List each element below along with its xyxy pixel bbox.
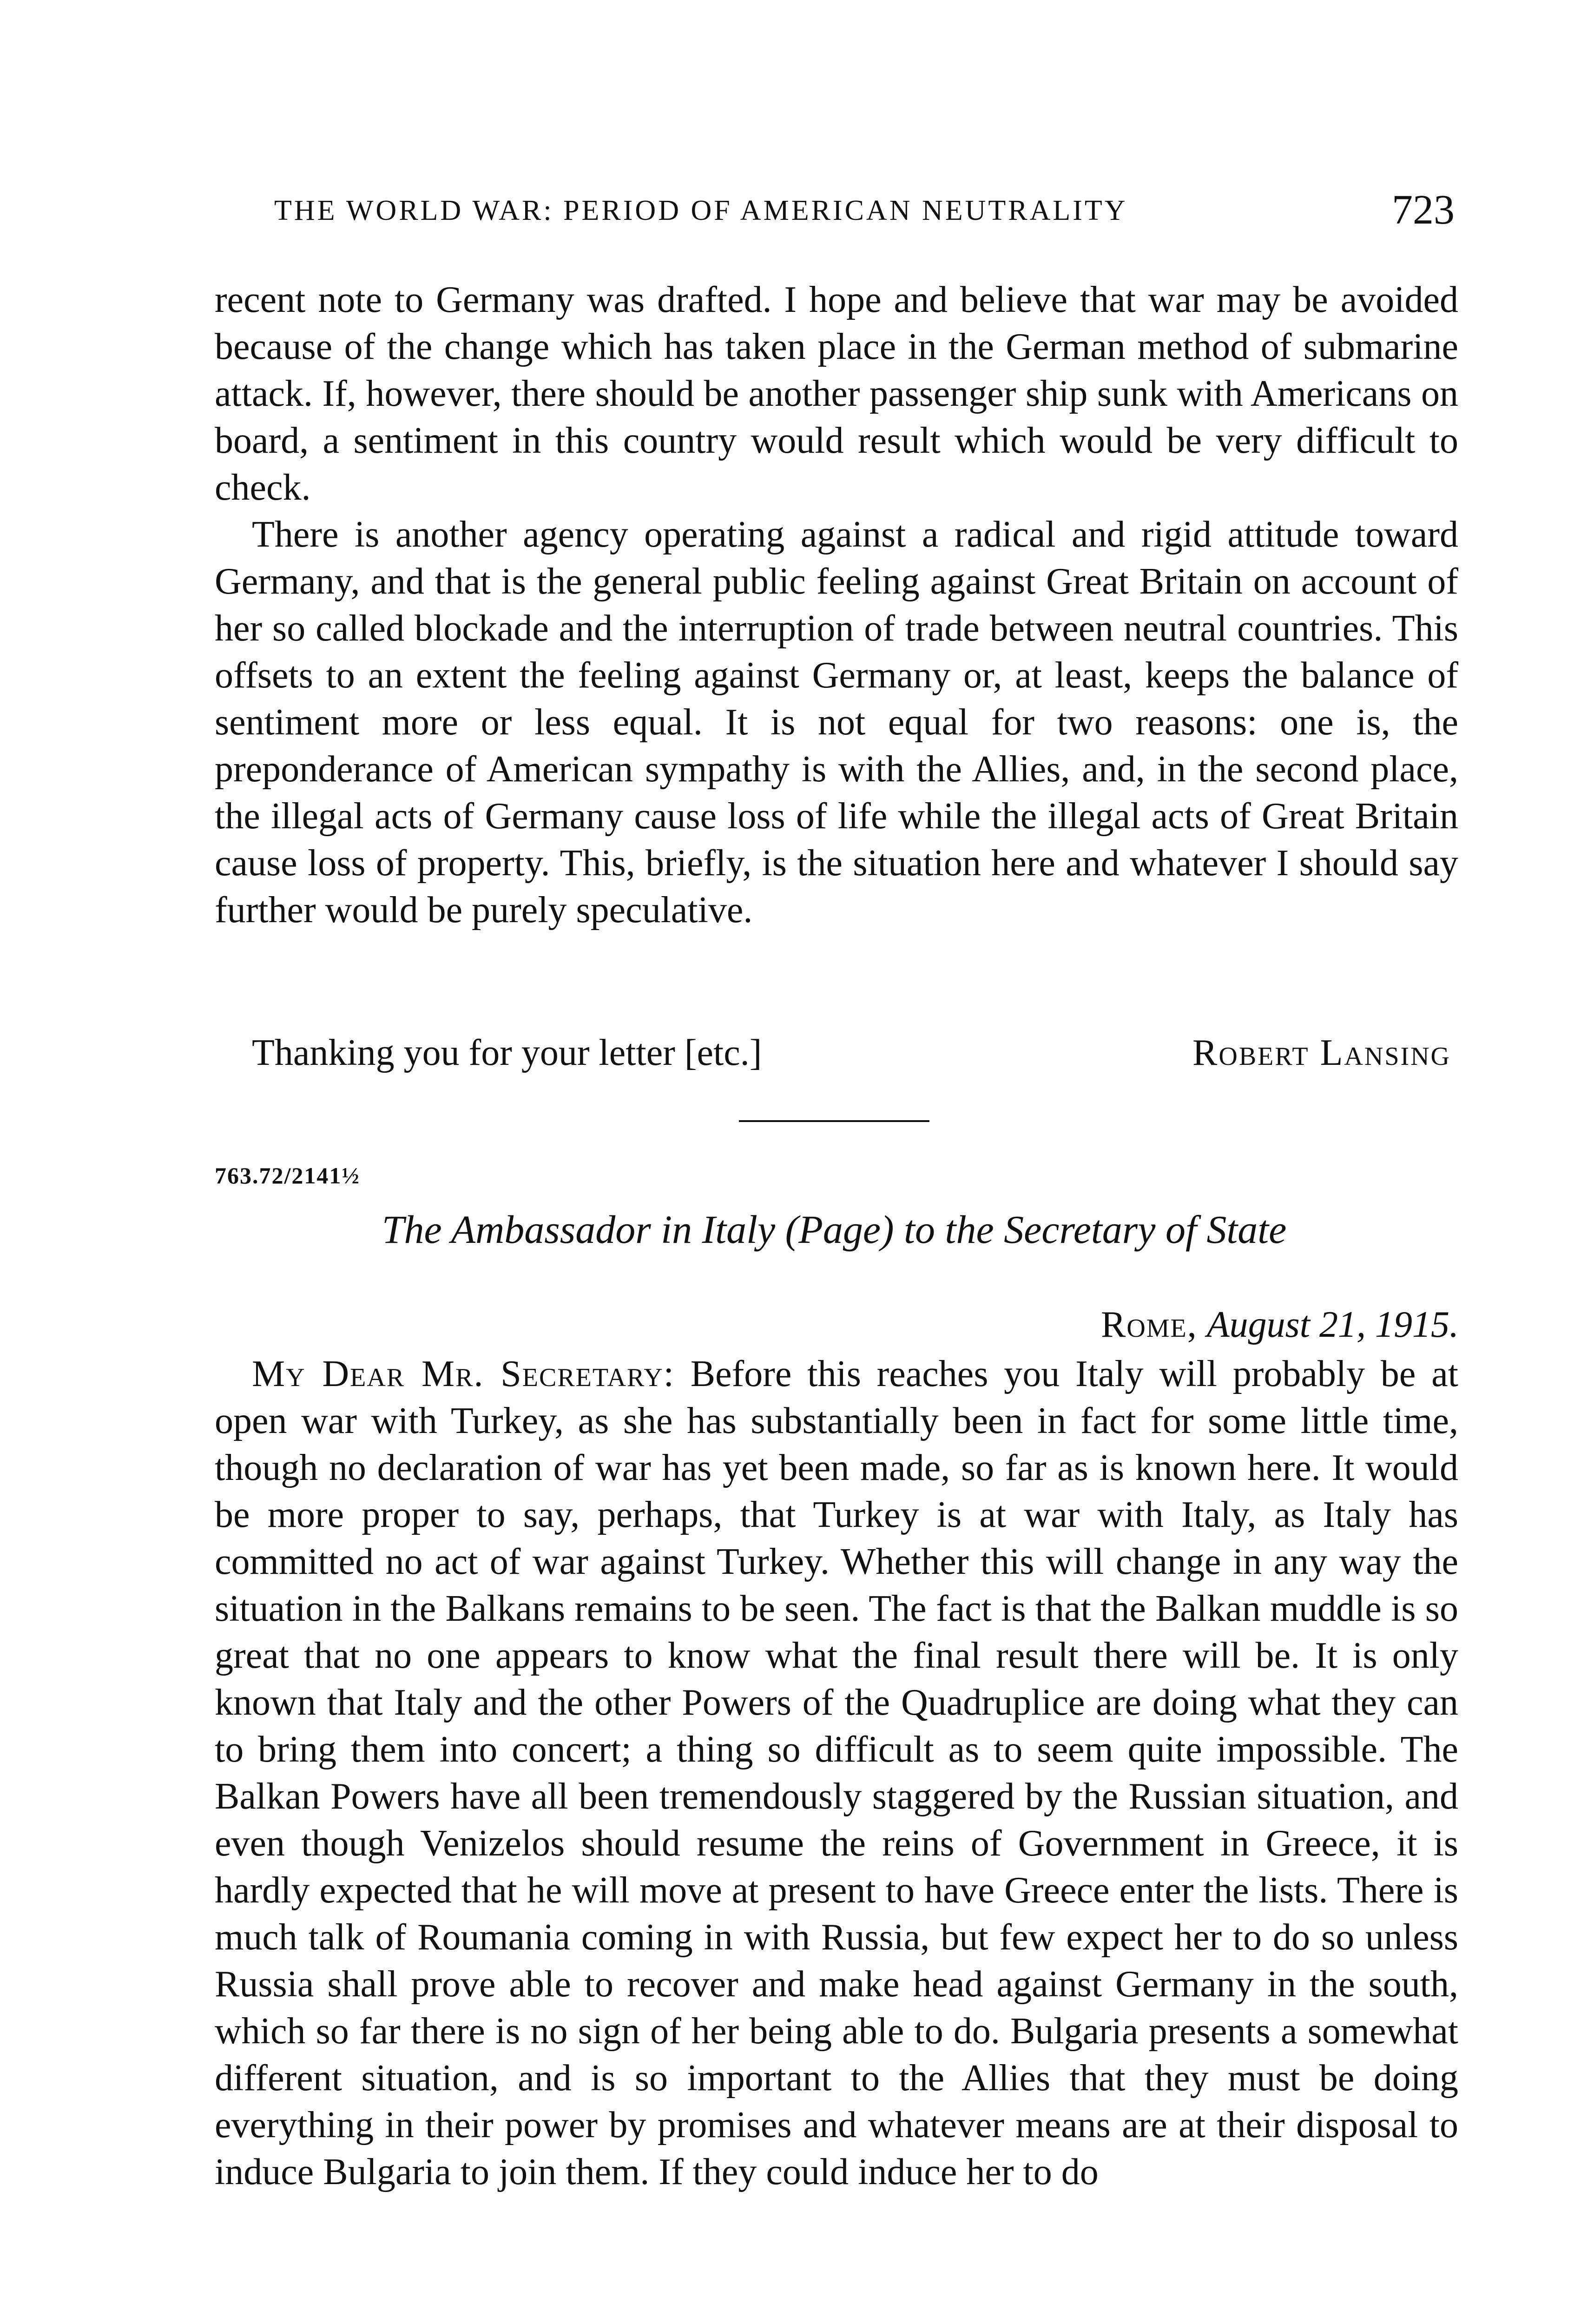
page-letter-body [215,1351,1458,2196]
file-number: 763.72/2141½ [215,1162,360,1188]
salutation: My Dear Mr. Secretary: [252,1353,675,1394]
section-divider [739,1120,929,1122]
dateline [1101,1304,1459,1346]
lansing-paragraph-2: There is another agency operating against a radical and rigid attitude toward Germany, and that is the general public feeling against Great Britain on account of her so called blockade and the interruption of trade between neutral countries. This offsets to an extent the feeling against Germany or, at least, keeps the balance of sentiment more or less equal. It is not equal for two reasons: one is, the preponderance of American sympathy is with the Allies, and, in the second place, the illegal acts of Germany cause loss of life while the illegal acts of Great Britain cause loss of property. This, briefly, is the situation here and whatever I should say further would be purely speculative. [215,514,1458,931]
page-header [274,186,1455,242]
lansing-paragraph-1: recent note to Germany was drafted. I hope and believe that war may be avoided because of the change which has taken place in the German method of submarine attack. If, however, there should be another passenger ship sunk with Americans on board, a sentiment in this country would result which would be very difficult to check. [215,279,1458,508]
lansing-letter-body [215,277,1458,934]
running-head: THE WORLD WAR: PERIOD OF AMERICAN NEUTRALITY [274,195,1128,226]
closing-text: Thanking you for your letter [etc.] [252,1032,762,1073]
page-letter-paragraph [215,1351,1458,2196]
page-number: 723 [1392,187,1455,233]
signature-robert-lansing: Robert Lansing [1192,1032,1451,1073]
closing-line [252,1030,1451,1076]
document-title: The Ambassador in Italy (Page) to the Secretary of State [382,1207,1287,1252]
dateline-date: August 21, 1915. [1206,1304,1459,1345]
dateline-place: Rome, [1100,1304,1198,1345]
page-letter-text: Before this reaches you Italy will probably be at open war with Turkey, as she has substantially been in fact for some little time, though no declaration of war has yet been made, so far as is known here. It would be more proper to say, perhaps, that Turkey is at war with Italy, as Italy has committed no act of war against Turkey. Whether this will change in any way the situation in the Balkans remains to be seen. The fact is that the Balkan muddle is so great that no one appears to know what the final result there will be. It is only known that Italy and the other Powers of the Quadruplice are doing what they can to bring them into concert; a thing so difficult as to seem quite impossible. The Balkan Powers have all been tremendously staggered by the Russian situation, and even though Venizelos should resume the reins of Government in Greece, it is hardly expected that he will move at present to have Greece enter the lists. There is much talk of Roumania coming in with Russia, but few expect her to do so unless Russia shall prove able to recover and make head against Germany in the south, which so far there is no sign of her being able to do. Bulgaria presents a somewhat different situation, and is so important to the Allies that they must be doing everything in their power by promises and whatever means are at their disposal to induce Bulgaria to join them. If they could induce her to do [215,1353,1458,2192]
